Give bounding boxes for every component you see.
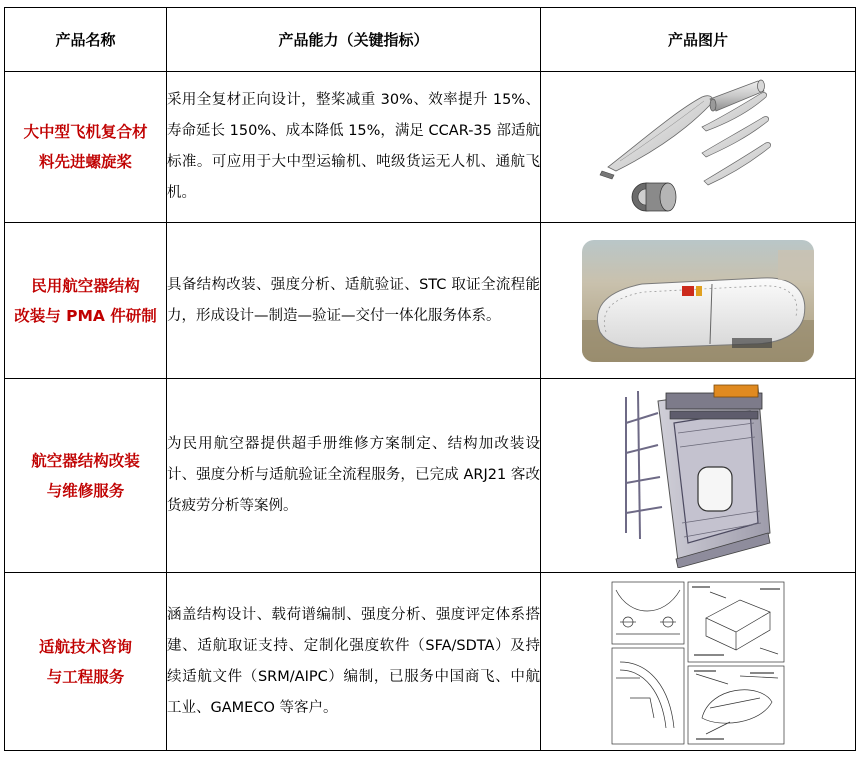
product-table: [4, 7, 856, 751]
table-row: [5, 573, 856, 751]
structure-modification-image: [582, 240, 814, 362]
product-name-cell: [5, 223, 167, 379]
product-description: 具备结构改装、强度分析、适航验证、STC 取证全流程能力，形成设计—制造—验证—交付一体化服务体系。: [167, 223, 541, 379]
header-product-name: 产品名称: [5, 8, 167, 72]
product-name-cell: [5, 72, 167, 223]
product-name-line: 航空器结构改装: [31, 451, 140, 470]
product-name-line: 改装与 PMA 件研制: [14, 306, 157, 325]
product-name-line: 大中型飞机复合材: [23, 123, 148, 141]
product-image-cell: [541, 573, 856, 751]
product-name-cell: [5, 573, 167, 751]
header-product-image: 产品图片: [541, 8, 856, 72]
table-row: [5, 379, 856, 573]
product-name-cell: [5, 379, 167, 573]
table-row: [5, 72, 856, 223]
product-name-line: 适航技术咨询: [38, 637, 132, 656]
engineering-drawings-image: [610, 578, 786, 746]
table-row: [5, 223, 856, 379]
product-image-cell: [541, 72, 856, 223]
product-image-cell: [541, 379, 856, 573]
product-image-cell: [541, 223, 856, 379]
header-row: [5, 8, 856, 72]
header-product-capability: 产品能力（关键指标）: [167, 8, 541, 72]
product-description: 涵盖结构设计、载荷谱编制、强度分析、强度评定体系搭建、适航取证支持、定制化强度软件（SFA/SDTA）及持续适航文件（SRM/AIPC）编制，已服务中国商飞、中航工业、GAMECO 等客户。: [167, 573, 541, 751]
product-name-line: 与维修服务: [46, 481, 125, 500]
product-name-line: 民用航空器结构: [31, 276, 140, 295]
product-description: 采用全复材正向设计，整桨减重 30%、效率提升 15%、寿命延长 150%、成本降低 15%，满足 CCAR-35 部适航标准。可应用于大中型运输机、吨级货运无人机、通航飞机。: [167, 72, 541, 223]
product-description: 为民用航空器提供超手册维修方案制定、结构加改装设计、强度分析与适航验证全流程服务，已完成 ARJ21 客改货疲劳分析等案例。: [167, 379, 541, 573]
fuselage-cutaway-image: [618, 383, 778, 568]
propeller-blades-image: [598, 75, 798, 220]
product-name-line: 料先进螺旋桨: [38, 153, 132, 171]
product-name-line: 与工程服务: [46, 667, 125, 686]
